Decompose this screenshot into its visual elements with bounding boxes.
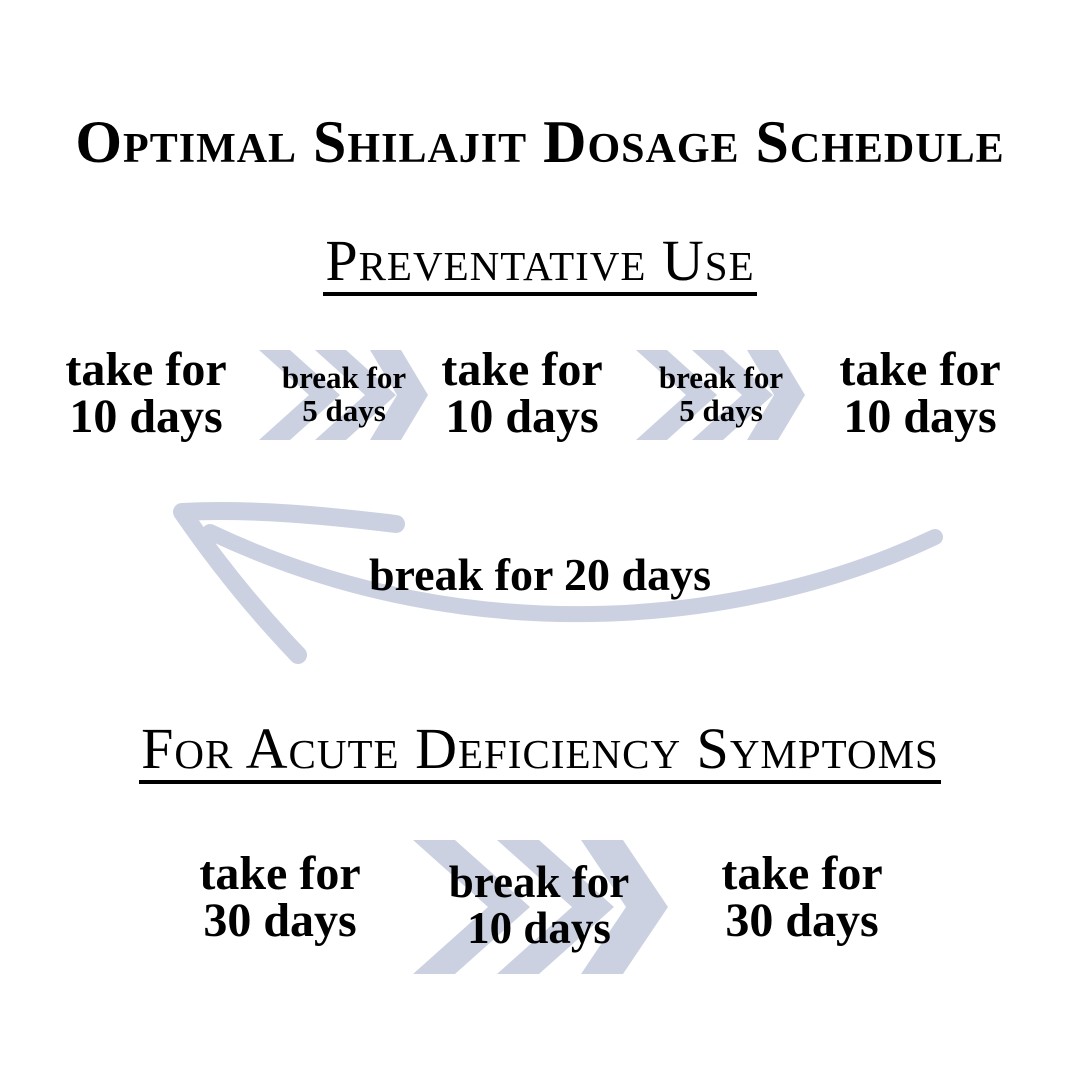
step-duration: 5 days	[302, 392, 386, 428]
loop-break-label: break for 20 days	[368, 549, 712, 600]
preventative-step-3	[426, 343, 618, 444]
step-duration: 10 days	[467, 902, 611, 953]
preventative-step-2	[270, 362, 418, 427]
step-action: take for	[721, 847, 883, 900]
step-action: take for	[441, 343, 603, 396]
preventative-heading-text: Preventative Use	[323, 232, 756, 296]
preventative-step-4	[647, 362, 795, 427]
page-title: Optimal Shilajit Dosage Schedule	[75, 109, 1005, 175]
step-duration: 10 days	[69, 390, 223, 444]
step-duration: 30 days	[203, 894, 357, 948]
step-action: break for	[658, 360, 784, 395]
acute-heading-text: For Acute Deficiency Symptoms	[139, 720, 941, 784]
step-duration: 5 days	[679, 392, 763, 428]
acute-step-3	[704, 847, 900, 948]
preventative-heading	[0, 228, 1080, 296]
step-action: break for	[281, 360, 407, 395]
step-duration: 10 days	[445, 390, 599, 444]
step-duration: 10 days	[843, 390, 997, 444]
acute-step-2	[432, 857, 646, 953]
preventative-step-5	[822, 343, 1018, 444]
step-action: take for	[839, 343, 1001, 396]
preventative-step-1	[50, 343, 242, 444]
step-action: break for	[448, 857, 630, 907]
step-action: take for	[199, 847, 361, 900]
step-action: take for	[65, 343, 227, 396]
acute-step-1	[182, 847, 378, 948]
step-duration: 30 days	[725, 894, 879, 948]
acute-heading	[0, 716, 1080, 784]
